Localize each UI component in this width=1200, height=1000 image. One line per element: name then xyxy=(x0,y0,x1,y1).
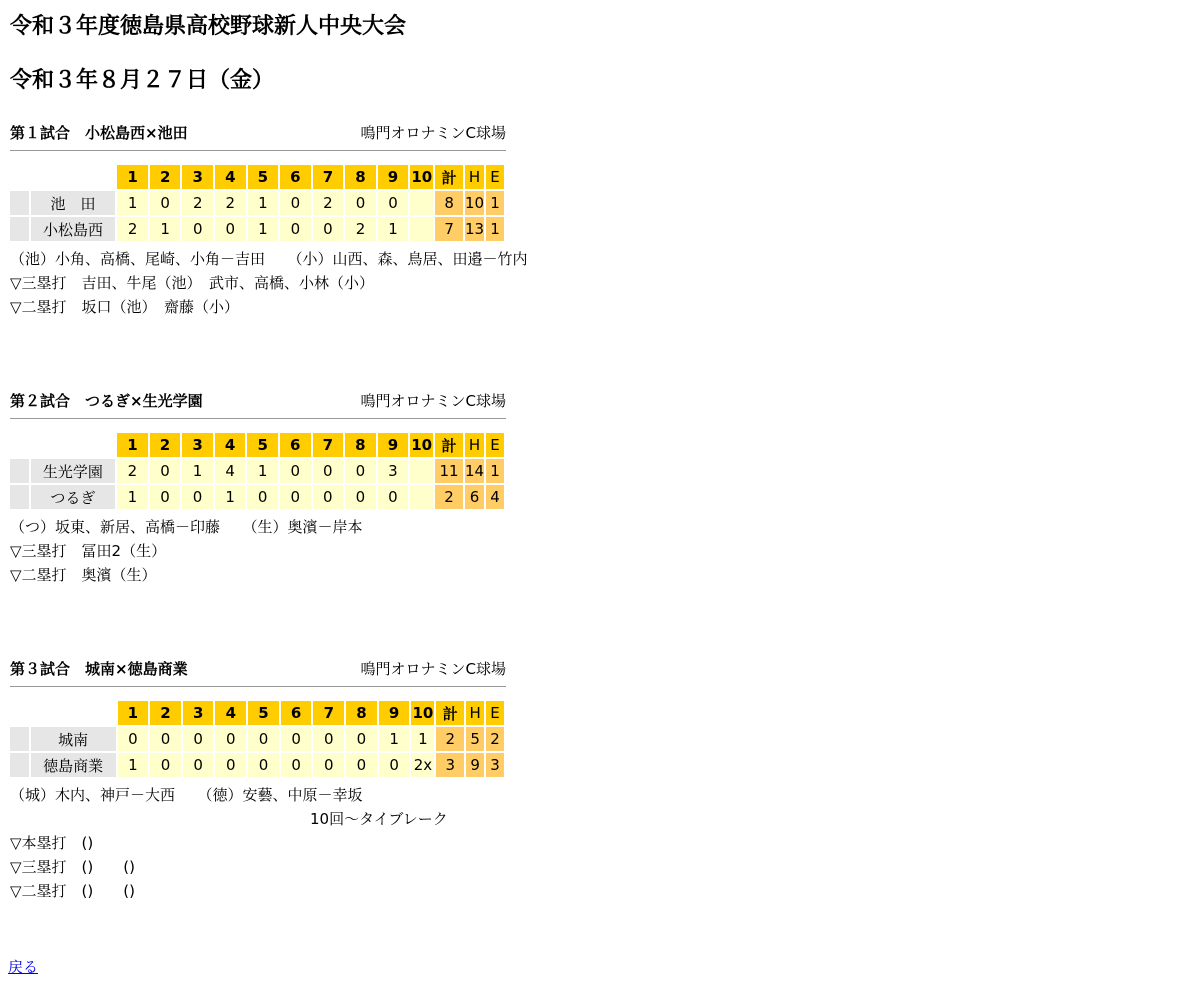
game-section xyxy=(10,118,528,319)
inning-score: 1 xyxy=(118,753,149,777)
inning-header: E xyxy=(486,701,504,725)
game-venue: 鳴門オロナミンC球場 xyxy=(360,392,506,410)
inning-score: 0 xyxy=(345,485,376,509)
inning-score: 1 xyxy=(247,459,278,483)
note-line: （池）小角、高橋、尾崎、小角－吉田 （小）山西、森、鳥居、田邉－竹内 xyxy=(10,250,528,268)
total-hits: 13 xyxy=(465,217,484,241)
note-line: ▽二塁打 奥濱（生） xyxy=(10,566,157,584)
note-line: （つ）坂東、新居、高橋－印藤 （生）奥濱－岸本 xyxy=(10,518,363,536)
header-blank xyxy=(10,165,29,189)
inning-score: 0 xyxy=(313,485,344,509)
game-title: 第１試合 小松島西×池田 xyxy=(10,124,188,142)
row-marker xyxy=(10,485,29,509)
total-errors: 4 xyxy=(486,485,504,509)
inning-score: 0 xyxy=(280,485,311,509)
inning-header: 2 xyxy=(150,701,181,725)
inning-score: 1 xyxy=(117,485,148,509)
game-title: 第３試合 城南×徳島商業 xyxy=(10,660,188,678)
inning-score: 0 xyxy=(150,753,181,777)
game-header xyxy=(10,118,506,151)
inning-header: E xyxy=(486,165,504,189)
inning-score: 0 xyxy=(183,727,214,751)
game-section xyxy=(10,386,506,587)
row-marker xyxy=(10,727,29,751)
row-marker xyxy=(10,459,29,483)
inning-header: H xyxy=(465,165,484,189)
total-errors: 3 xyxy=(486,753,504,777)
inning-score: 0 xyxy=(183,753,214,777)
game-venue: 鳴門オロナミンC球場 xyxy=(360,124,506,142)
inning-header: 計 xyxy=(435,433,463,457)
total-hits: 6 xyxy=(465,485,484,509)
total-hits: 14 xyxy=(465,459,484,483)
inning-header: 9 xyxy=(378,433,409,457)
inning-header: 7 xyxy=(313,701,344,725)
total-runs: 8 xyxy=(435,191,463,215)
team-score-row xyxy=(10,459,504,483)
total-hits: 5 xyxy=(466,727,484,751)
inning-header: 6 xyxy=(280,165,311,189)
team-score-row xyxy=(10,191,504,215)
inning-header: 2 xyxy=(150,433,181,457)
total-runs: 3 xyxy=(436,753,464,777)
inning-score: 1 xyxy=(215,485,246,509)
header-blank xyxy=(31,165,116,189)
team-name: 小松島西 xyxy=(31,217,116,241)
note-line: ▽本塁打 () xyxy=(10,834,94,852)
game-notes xyxy=(10,515,506,587)
row-marker xyxy=(10,191,29,215)
inning-score: 2 xyxy=(313,191,344,215)
scoreboard-table xyxy=(8,431,506,511)
game-venue: 鳴門オロナミンC球場 xyxy=(360,660,506,678)
inning-header: 3 xyxy=(182,165,213,189)
inning-score: 0 xyxy=(378,191,409,215)
game-header xyxy=(10,386,506,419)
inning-score: 0 xyxy=(215,753,246,777)
inning-header: 8 xyxy=(345,165,376,189)
inning-header: 9 xyxy=(379,701,410,725)
inning-score: 0 xyxy=(118,727,149,751)
total-errors: 1 xyxy=(486,217,504,241)
inning-score: 0 xyxy=(313,459,344,483)
game-date: 令和３年８月２７日（金） xyxy=(10,68,275,93)
inning-header: 5 xyxy=(247,433,278,457)
total-runs: 2 xyxy=(436,727,464,751)
inning-score: 0 xyxy=(280,217,311,241)
inning-score: 0 xyxy=(313,753,344,777)
inning-score: 1 xyxy=(411,727,434,751)
back-link[interactable]: 戻る xyxy=(8,958,39,976)
inning-score: 0 xyxy=(346,727,377,751)
team-score-row xyxy=(10,217,504,241)
team-score-row xyxy=(10,753,504,777)
inning-score: 1 xyxy=(248,217,279,241)
inning-score: 1 xyxy=(182,459,213,483)
inning-header: 3 xyxy=(182,433,213,457)
inning-score: 0 xyxy=(379,753,410,777)
inning-header: 7 xyxy=(313,165,344,189)
inning-score: 0 xyxy=(313,217,344,241)
inning-header: 5 xyxy=(248,165,279,189)
inning-score: 0 xyxy=(182,217,213,241)
inning-header: 1 xyxy=(117,433,148,457)
note-line: （城）木内、神戸－大西 （徳）安藝、中原－幸坂 xyxy=(10,786,363,804)
inning-header: 8 xyxy=(345,433,376,457)
inning-score: 0 xyxy=(150,485,181,509)
inning-header: 4 xyxy=(215,433,246,457)
inning-score: 0 xyxy=(345,459,376,483)
team-score-row xyxy=(10,485,504,509)
inning-header: H xyxy=(466,701,484,725)
inning-header: 6 xyxy=(281,701,312,725)
inning-header: 計 xyxy=(435,165,463,189)
team-name: 池 田 xyxy=(31,191,116,215)
inning-header: 10 xyxy=(411,701,434,725)
inning-score: 2 xyxy=(117,459,148,483)
team-name: 徳島商業 xyxy=(31,753,116,777)
inning-score: 4 xyxy=(215,459,246,483)
inning-header: H xyxy=(465,433,484,457)
row-marker xyxy=(10,753,29,777)
note-line: ▽二塁打 () () xyxy=(10,882,135,900)
inning-score xyxy=(410,191,433,215)
team-name: 城南 xyxy=(31,727,116,751)
page-title: 令和３年度徳島県高校野球新人中央大会 xyxy=(10,14,407,39)
note-line: 10回〜タイブレーク xyxy=(10,810,448,828)
scoreboard-header-row xyxy=(10,701,504,725)
inning-score: 0 xyxy=(378,485,409,509)
inning-score: 1 xyxy=(117,191,148,215)
inning-score: 0 xyxy=(150,459,181,483)
inning-header: 10 xyxy=(410,433,433,457)
game-section xyxy=(10,654,506,903)
total-hits: 9 xyxy=(466,753,484,777)
inning-header: 6 xyxy=(280,433,311,457)
total-errors: 1 xyxy=(486,459,504,483)
inning-header: 9 xyxy=(378,165,409,189)
inning-score xyxy=(410,459,433,483)
inning-score: 0 xyxy=(281,727,312,751)
inning-score: 0 xyxy=(247,485,278,509)
inning-header: 8 xyxy=(346,701,377,725)
inning-score: 1 xyxy=(378,217,409,241)
inning-score: 0 xyxy=(280,191,311,215)
game-notes xyxy=(10,247,528,319)
inning-header: 1 xyxy=(118,701,149,725)
inning-header: 4 xyxy=(215,701,246,725)
inning-header: 7 xyxy=(313,433,344,457)
inning-score: 2 xyxy=(345,217,376,241)
inning-score: 0 xyxy=(281,753,312,777)
inning-header: 10 xyxy=(410,165,433,189)
total-runs: 2 xyxy=(435,485,463,509)
inning-header: E xyxy=(486,433,504,457)
note-line: ▽三塁打 冨田2（生） xyxy=(10,542,167,560)
note-line: ▽二塁打 坂口（池） 齋藤（小） xyxy=(10,298,240,316)
inning-header: 4 xyxy=(215,165,246,189)
header-blank xyxy=(10,701,29,725)
total-runs: 7 xyxy=(435,217,463,241)
total-errors: 2 xyxy=(486,727,504,751)
team-name: 生光学園 xyxy=(31,459,116,483)
inning-score: 1 xyxy=(379,727,410,751)
game-header xyxy=(10,654,506,687)
note-line: ▽三塁打 吉田、牛尾（池） 武市、高橋、小林（小） xyxy=(10,274,375,292)
inning-header: 2 xyxy=(150,165,181,189)
scoreboard-table xyxy=(8,699,506,779)
inning-score: 0 xyxy=(345,191,376,215)
inning-score xyxy=(410,217,433,241)
game-notes xyxy=(10,783,506,903)
inning-score: 2 xyxy=(117,217,148,241)
inning-header: 計 xyxy=(436,701,464,725)
inning-score: 0 xyxy=(182,485,213,509)
note-line: ▽三塁打 () () xyxy=(10,858,135,876)
scoreboard-header-row xyxy=(10,433,504,457)
inning-score: 1 xyxy=(248,191,279,215)
inning-score: 0 xyxy=(215,217,246,241)
inning-header: 3 xyxy=(183,701,214,725)
inning-score: 2 xyxy=(182,191,213,215)
inning-header: 1 xyxy=(117,165,148,189)
team-name: つるぎ xyxy=(31,485,116,509)
total-hits: 10 xyxy=(465,191,484,215)
total-errors: 1 xyxy=(486,191,504,215)
inning-score: 0 xyxy=(150,727,181,751)
inning-score: 3 xyxy=(378,459,409,483)
inning-score: 2 xyxy=(215,191,246,215)
game-title: 第２試合 つるぎ×生光学園 xyxy=(10,392,203,410)
scoreboard-header-row xyxy=(10,165,504,189)
inning-score: 0 xyxy=(150,191,181,215)
total-runs: 11 xyxy=(435,459,463,483)
inning-score: 0 xyxy=(313,727,344,751)
inning-score: 1 xyxy=(150,217,181,241)
team-score-row xyxy=(10,727,504,751)
inning-score xyxy=(410,485,433,509)
inning-score: 0 xyxy=(215,727,246,751)
inning-score: 0 xyxy=(248,727,279,751)
inning-header: 5 xyxy=(248,701,279,725)
inning-score: 0 xyxy=(280,459,311,483)
header-blank xyxy=(31,433,116,457)
row-marker xyxy=(10,217,29,241)
header-blank xyxy=(31,701,116,725)
inning-score: 0 xyxy=(248,753,279,777)
inning-score: 0 xyxy=(346,753,377,777)
header-blank xyxy=(10,433,29,457)
scoreboard-table xyxy=(8,163,506,243)
inning-score: 2x xyxy=(411,753,434,777)
